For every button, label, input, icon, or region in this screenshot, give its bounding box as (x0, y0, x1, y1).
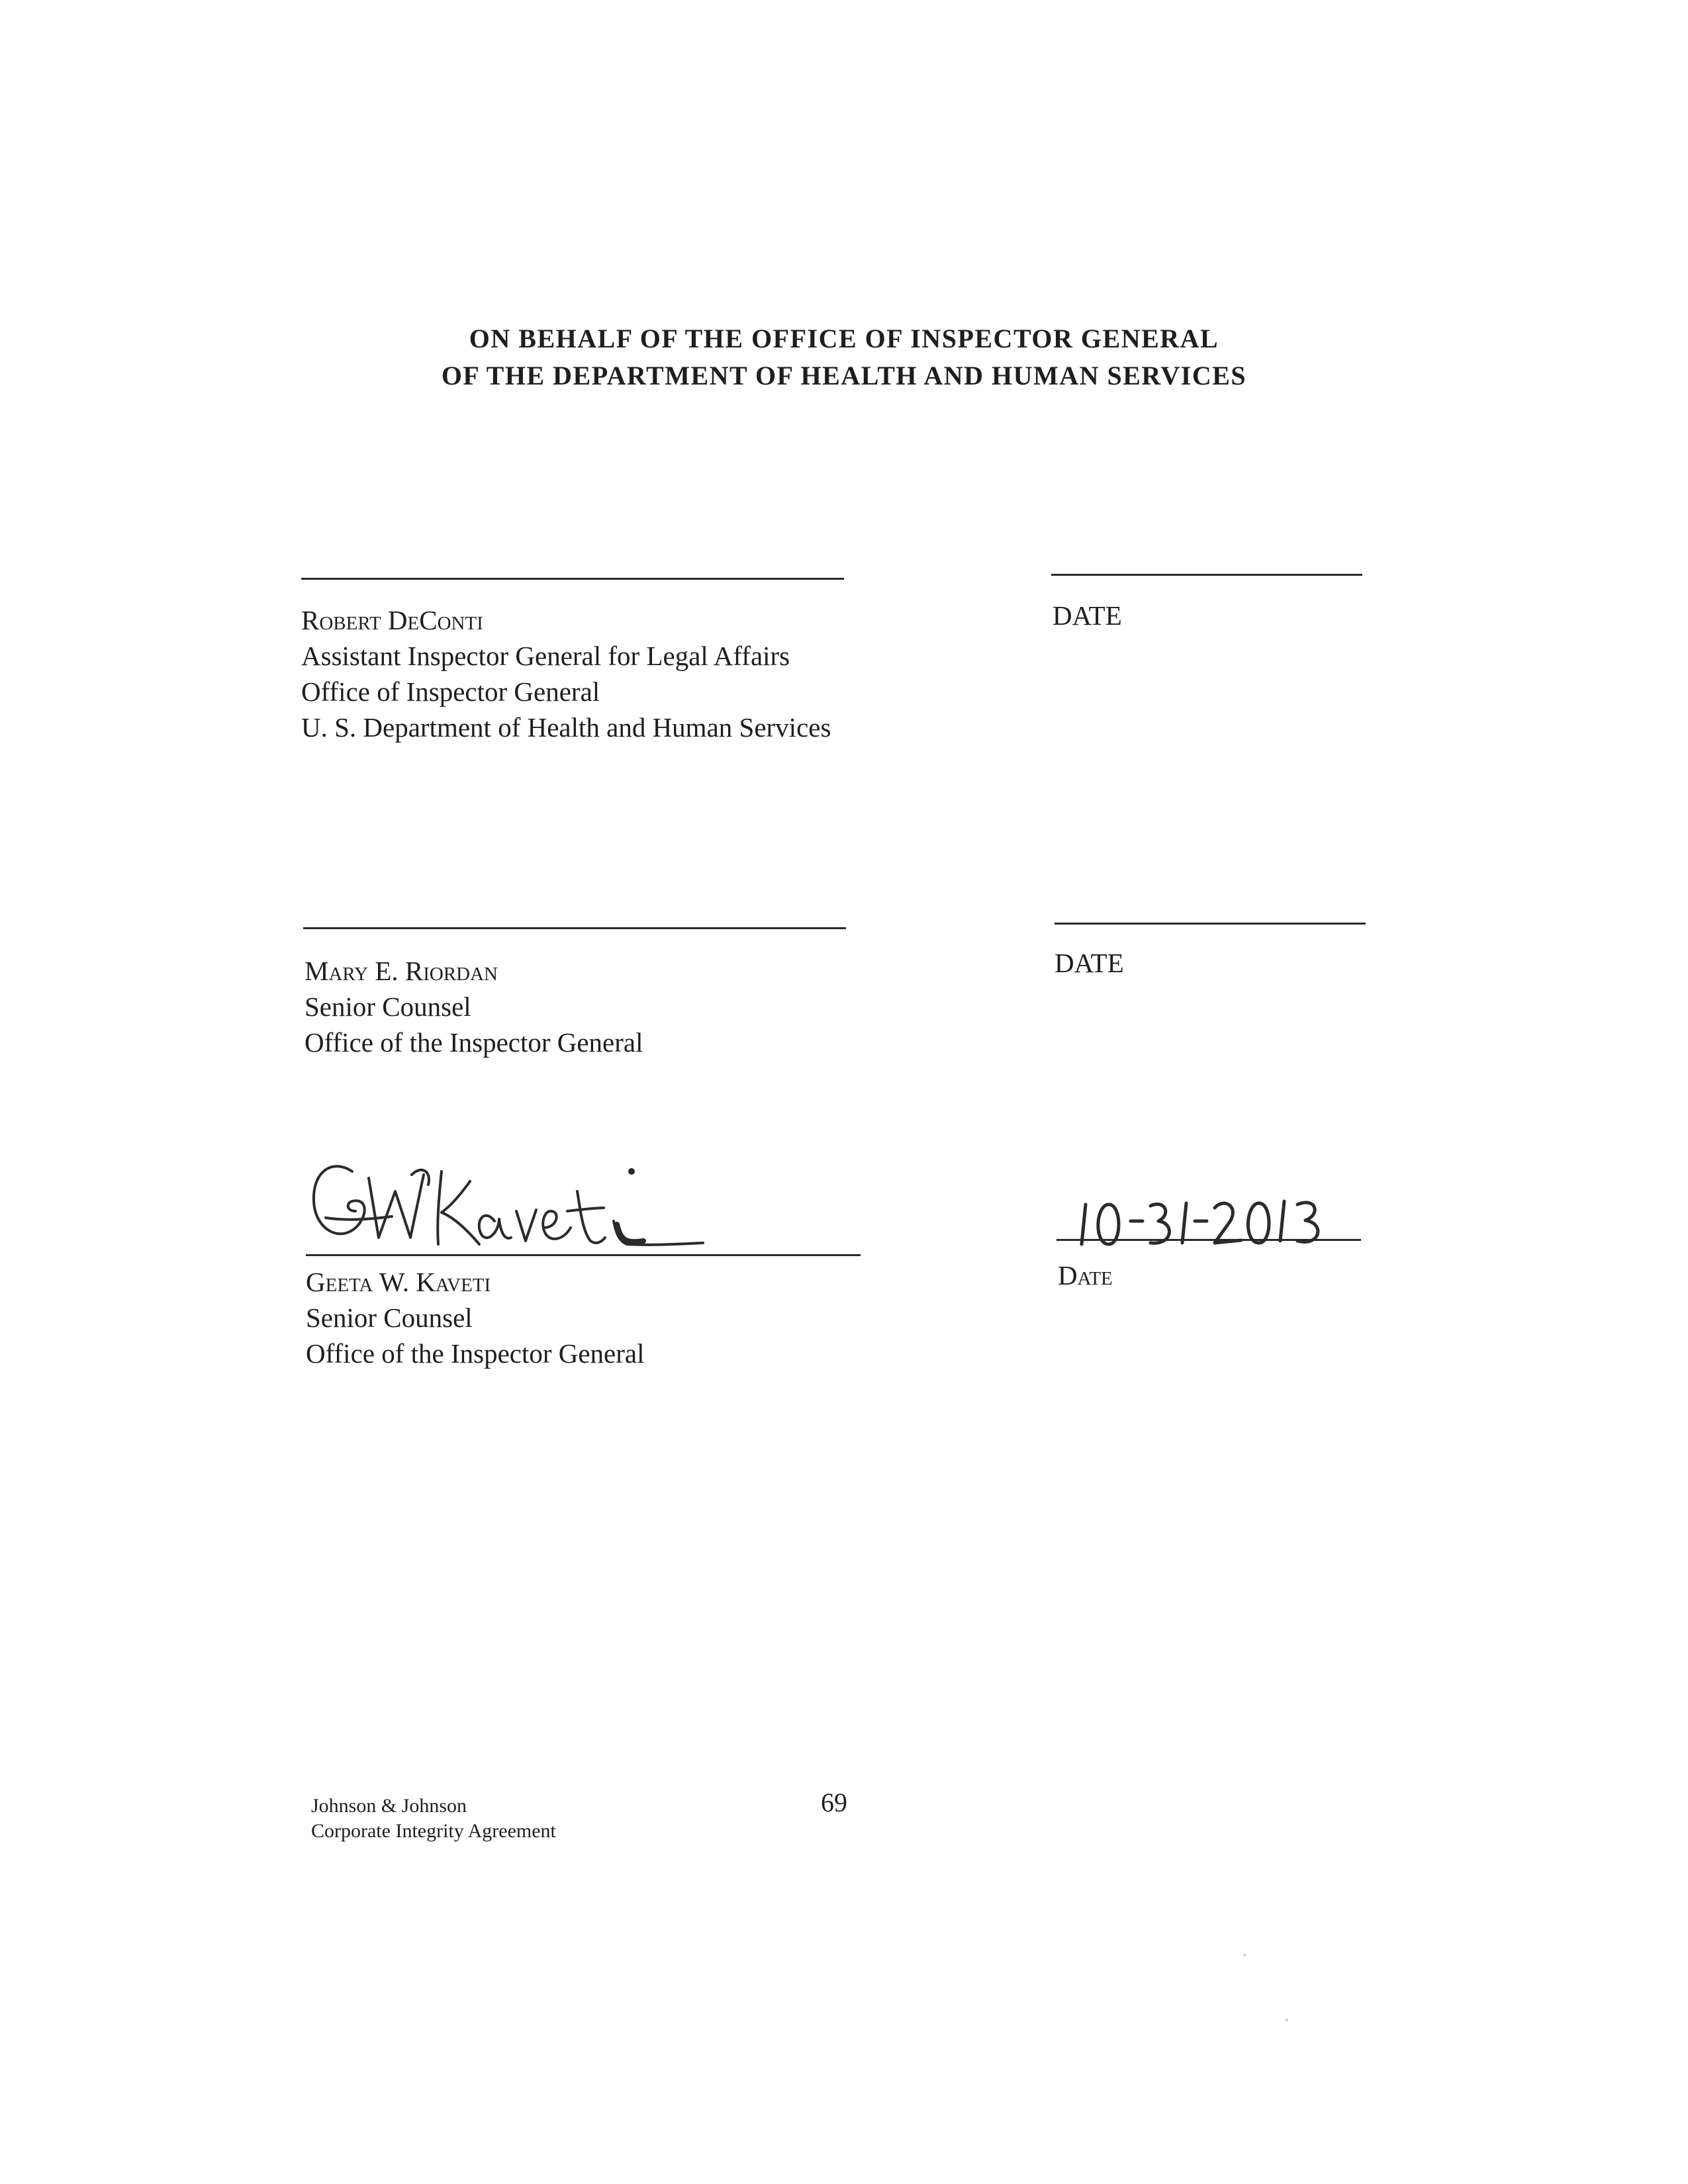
date-label: DATE (1055, 948, 1124, 978)
signatory-name: Geeta W. Kaveti (306, 1267, 491, 1297)
signatory-office: Office of the Inspector General (305, 1027, 643, 1058)
signatory-title: Senior Counsel (306, 1302, 473, 1333)
date-line (1056, 1239, 1361, 1241)
signatory-title: Assistant Inspector General for Legal Affairs (301, 641, 790, 671)
handwritten-signature (306, 1145, 716, 1277)
signatory-name: Robert DeConti (301, 605, 483, 635)
signatory-office: Office of the Inspector General (306, 1338, 645, 1369)
footer-document: Corporate Integrity Agreement (311, 1820, 556, 1842)
signatory-department: U. S. Department of Health and Human Services (301, 712, 831, 743)
signatory-name: Mary E. Riordan (305, 956, 498, 986)
date-line (1055, 923, 1366, 925)
scan-speck (1286, 2019, 1288, 2021)
signature-line (301, 578, 844, 580)
scan-speck (1243, 1954, 1246, 1956)
header-line-1: ON BEHALF OF THE OFFICE OF INSPECTOR GENERAL (469, 324, 1219, 353)
signatory-office: Office of Inspector General (301, 676, 600, 707)
header-line-2: OF THE DEPARTMENT OF HEALTH AND HUMAN SERVICES (441, 361, 1247, 390)
signatory-title: Senior Counsel (305, 991, 471, 1022)
handwritten-date (1072, 1191, 1364, 1271)
footer-company: Johnson & Johnson (311, 1795, 467, 1817)
signature-line (306, 1254, 861, 1256)
page-number: 69 (821, 1788, 847, 1817)
date-label: DATE (1053, 600, 1122, 631)
date-label: Date (1058, 1260, 1113, 1291)
signature-line (303, 927, 846, 929)
date-line (1051, 574, 1362, 576)
